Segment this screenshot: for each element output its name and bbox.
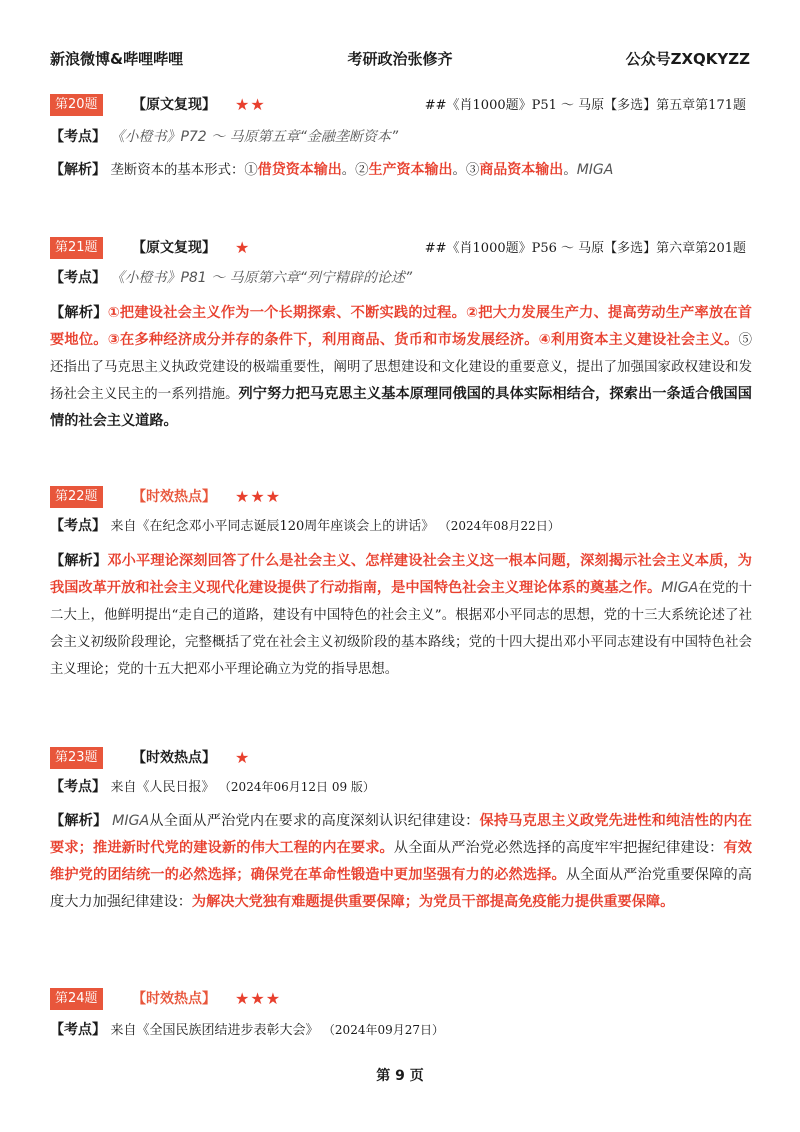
kaodian-text: 《小橙书》P72 ～ 马原第五章“金融垄断资本” bbox=[110, 129, 399, 145]
header-weibo: 新浪微博&哔哩哔哩 bbox=[50, 50, 184, 68]
question-reference: ##《肖1000题》P56 ～ 马原【多选】第六章第201题 bbox=[424, 241, 746, 256]
question-number-badge: 第22题 bbox=[50, 486, 103, 508]
kaodian-text: 来自《全国民族团结进步表彰大会》 bbox=[110, 1023, 319, 1038]
question-23-jiexi: 【解析】 MIGA从全面从严治党内在要求的高度深刻认识纪律建设：保持马克思主义政党先进性和纯洁性的内在要求；推进新时代党的建设新的伟大工程的内在要求。从全面从严治党必然选择的高度牢牢把握纪律建设：有效维护党的团结统一的必然选择；确保党在革命性锻造中更加坚强有力的必然选择。从全面从严治党重要保障的高度大力加强纪律建设：为解决大党独有难题提供重要保障；为党员干部提高免疫能力提供重要保障。 bbox=[50, 813, 752, 910]
kaodian-label: 【考点】 bbox=[50, 270, 106, 286]
kaodian-date: （2024年08月22日） bbox=[438, 519, 560, 533]
question-20-header bbox=[50, 94, 750, 116]
jiexi-label: 【解析】 bbox=[50, 553, 108, 569]
question-number-badge: 第20题 bbox=[50, 94, 103, 116]
jiexi-label: 【解析】 bbox=[50, 162, 106, 178]
question-number-badge: 第21题 bbox=[50, 237, 103, 259]
page-number: 第 9 页 bbox=[376, 1068, 424, 1084]
miga-watermark: MIGA bbox=[576, 162, 614, 178]
kaodian-label: 【考点】 bbox=[50, 779, 106, 795]
difficulty-stars: ★ bbox=[235, 748, 251, 767]
kaodian-text: 来自《在纪念邓小平同志诞辰120周年座谈会上的讲话》 bbox=[110, 519, 435, 534]
question-21-kaodian bbox=[50, 267, 752, 289]
question-23-kaodian bbox=[50, 776, 752, 799]
kaodian-date: （2024年09月27日） bbox=[322, 1023, 445, 1037]
question-24-kaodian bbox=[50, 1019, 752, 1042]
question-21-header bbox=[50, 237, 750, 259]
kaodian-text: 来自《人民日报》 bbox=[110, 780, 215, 795]
question-20-kaodian bbox=[50, 126, 752, 148]
header-title: 考研政治张修齐 bbox=[347, 50, 453, 68]
kaodian-date: （2024年06月12日 09 版） bbox=[218, 780, 375, 794]
question-22-kaodian bbox=[50, 515, 752, 538]
question-22-jiexi: 【解析】邓小平理论深刻回答了什么是社会主义、怎样建设社会主义这一根本问题，深刻揭示社会主义本质，为我国改革开放和社会主义现代化建设提供了行动指南，是中国特色社会主义理论体系的奠基之作。MIGA在党的十二大上，他鲜明提出“走自己的道路，建设有中国特色的社会主义”。根据邓小平同志的思想，党的十三大系统论述了社会主义初级阶段理论，完整概括了党在社会主义初级阶段的基本路线；党的十四大提出邓小平同志建设有中国特色社会主义理论；党的十五大把邓小平理论确立为党的指导思想。 bbox=[50, 553, 752, 677]
question-number-badge: 第24题 bbox=[50, 988, 103, 1010]
header-wechat: 公众号ZXQKYZZ bbox=[625, 50, 750, 68]
difficulty-stars: ★★★ bbox=[235, 487, 282, 506]
question-tag: 【时效热点】 bbox=[132, 489, 216, 505]
question-23-header bbox=[50, 747, 750, 769]
miga-watermark: MIGA bbox=[661, 580, 699, 596]
kaodian-text: 《小橙书》P81 ～ 马原第六章“列宁精辟的论述” bbox=[110, 270, 413, 286]
miga-watermark: MIGA bbox=[112, 813, 150, 829]
difficulty-stars: ★ bbox=[235, 238, 251, 257]
kaodian-label: 【考点】 bbox=[50, 518, 106, 534]
jiexi-label: 【解析】 bbox=[50, 305, 108, 321]
question-20-jiexi: 【解析】 垄断资本的基本形式：①借贷资本输出。②生产资本输出。③商品资本输出。MIGA bbox=[50, 162, 614, 178]
difficulty-stars: ★★★ bbox=[235, 989, 282, 1008]
question-24-header bbox=[50, 988, 750, 1010]
question-21-jiexi: 【解析】①把建设社会主义作为一个长期探索、不断实践的过程。②把大力发展生产力、提高劳动生产率放在首要地位。③在多种经济成分并存的条件下，利用商品、货币和市场发展经济。④利用资本主义建设社会主义。⑤还指出了马克思主义执政党建设的极端重要性，阐明了思想建设和文化建设的重要意义，提出了加强国家政权建设和发扬社会主义民主的一系列措施。列宁努力把马克思主义基本原理同俄国的具体实际相结合，探索出一条适合俄国国情的社会主义道路。 bbox=[50, 305, 752, 429]
question-22-header bbox=[50, 486, 750, 508]
question-number-badge: 第23题 bbox=[50, 747, 103, 769]
difficulty-stars: ★★ bbox=[235, 95, 266, 114]
question-tag: 【原文复现】 bbox=[132, 97, 216, 113]
kaodian-label: 【考点】 bbox=[50, 1022, 106, 1038]
question-tag: 【时效热点】 bbox=[132, 991, 216, 1007]
jiexi-label: 【解析】 bbox=[50, 813, 108, 829]
kaodian-label: 【考点】 bbox=[50, 129, 106, 145]
page-header bbox=[50, 48, 750, 72]
question-tag: 【原文复现】 bbox=[132, 240, 216, 256]
question-tag: 【时效热点】 bbox=[132, 750, 216, 766]
question-reference: ##《肖1000题》P51 ～ 马原【多选】第五章第171题 bbox=[424, 98, 746, 113]
